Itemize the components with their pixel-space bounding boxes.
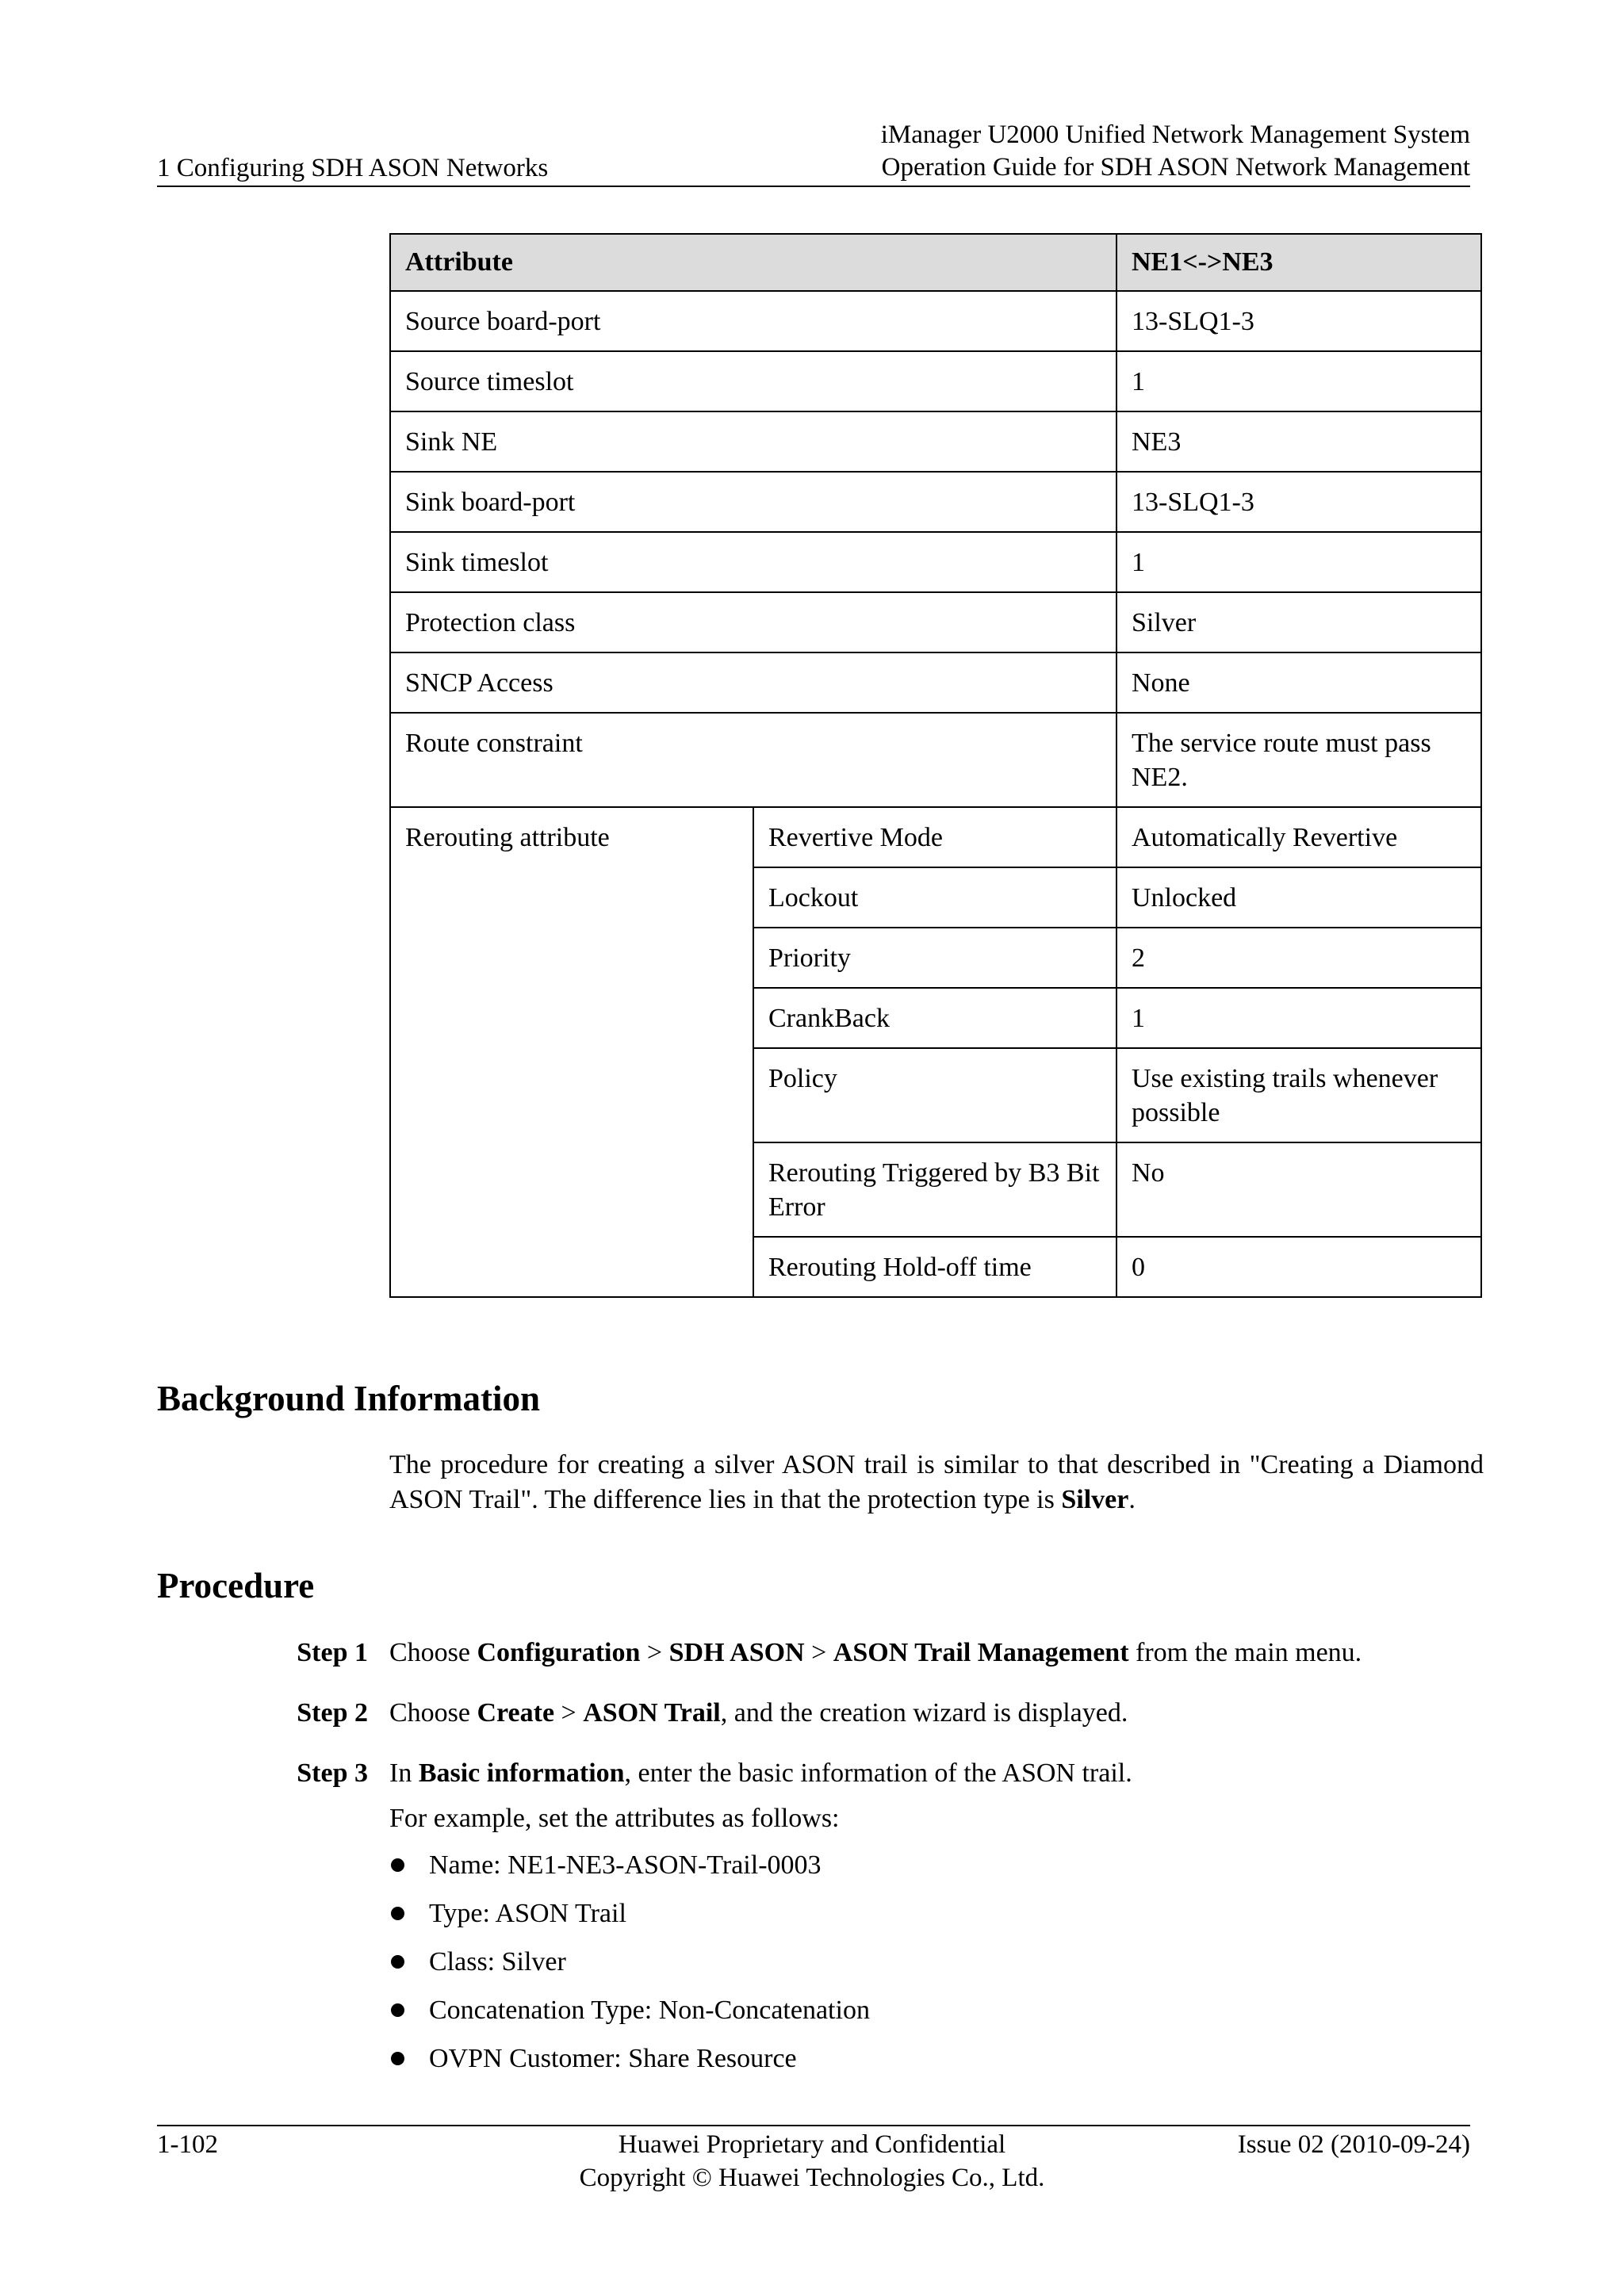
menu-configuration: Configuration [477, 1638, 641, 1667]
list-item: Class: Silver [389, 1938, 870, 1986]
step-text [389, 1696, 1484, 1731]
procedure-step-1 [157, 1636, 1489, 1670]
step-label: Step 2 [297, 1698, 368, 1728]
step-label: Step 1 [297, 1638, 368, 1667]
footer-page-number: 1-102 [157, 2130, 218, 2159]
attribute-cell: Source board-port [390, 291, 1116, 351]
value-cell: 1 [1116, 351, 1481, 411]
step-text-part: , enter the basic information of the ASON trail. [624, 1758, 1132, 1788]
step-text-part: > [804, 1638, 833, 1667]
table-row [390, 807, 1481, 867]
step-text-part: Choose [389, 1638, 477, 1667]
background-heading: Background Information [157, 1379, 541, 1418]
value-cell: No [1116, 1142, 1481, 1237]
step-label: Step 3 [297, 1758, 368, 1788]
value-cell: 1 [1116, 988, 1481, 1048]
procedure-step-2 [157, 1696, 1489, 1731]
sub-attribute-cell: Policy [753, 1048, 1116, 1142]
value-cell: 13-SLQ1-3 [1116, 472, 1481, 532]
attribute-table [389, 233, 1482, 1298]
menu-ason-trail: ASON Trail [583, 1698, 721, 1728]
table-row [390, 472, 1481, 532]
table-row [390, 652, 1481, 713]
value-cell: 0 [1116, 1237, 1481, 1297]
value-cell: Use existing trails whenever possible [1116, 1048, 1481, 1142]
step-text-part: In [389, 1758, 419, 1788]
background-text-2: . [1128, 1485, 1136, 1514]
header-product-title [881, 119, 1470, 184]
step-text-part: > [640, 1638, 669, 1667]
step-example-text: For example, set the attributes as follows: [389, 1804, 840, 1833]
attribute-cell: Route constraint [390, 713, 1116, 807]
value-cell: None [1116, 652, 1481, 713]
footer-issue: Issue 02 (2010-09-24) [1237, 2130, 1470, 2159]
footer-divider [157, 2125, 1470, 2126]
rerouting-attribute-cell: Rerouting attribute [390, 807, 753, 1297]
table-row [390, 351, 1481, 411]
attribute-cell: Source timeslot [390, 351, 1116, 411]
step-text-part: from the main menu. [1128, 1638, 1362, 1667]
step-text [389, 1636, 1484, 1670]
value-cell: Unlocked [1116, 867, 1481, 928]
header-product-line1: iManager U2000 Unified Network Management System [880, 121, 1470, 149]
attribute-bullet-list [389, 1841, 870, 2083]
step-text-part: , and the creation wizard is displayed. [720, 1698, 1128, 1728]
list-item: Type: ASON Trail [389, 1889, 870, 1938]
value-cell: 1 [1116, 532, 1481, 592]
table-row [390, 411, 1481, 472]
value-cell: Silver [1116, 592, 1481, 652]
procedure-step-3 [157, 1756, 1489, 1837]
sub-attribute-cell: Rerouting Triggered by B3 Bit Error [753, 1142, 1116, 1237]
sub-attribute-cell: Lockout [753, 867, 1116, 928]
attribute-cell: Sink NE [390, 411, 1116, 472]
list-item: Concatenation Type: Non-Concatenation [389, 1986, 870, 2034]
menu-ason-trail-management: ASON Trail Management [833, 1638, 1129, 1667]
column-header-value: NE1<->NE3 [1116, 234, 1481, 291]
menu-sdh-ason: SDH ASON [668, 1638, 805, 1667]
background-text-bold: Silver [1061, 1485, 1129, 1514]
table-row [390, 713, 1481, 807]
sub-attribute-cell: CrankBack [753, 988, 1116, 1048]
table-header-row [390, 234, 1481, 291]
step-text-part: Choose [389, 1698, 477, 1728]
background-text-1: The procedure for creating a silver ASON trail is similar to that described in "Creating a Diamond ASON Trail". The difference lies in that the protection type is [389, 1450, 1484, 1514]
header-section-title: 1 Configuring SDH ASON Networks [157, 154, 549, 182]
attribute-cell: SNCP Access [390, 652, 1116, 713]
sub-attribute-cell: Rerouting Hold-off time [753, 1237, 1116, 1297]
header-divider [157, 186, 1470, 187]
procedure-heading: Procedure [157, 1566, 315, 1605]
table-row [390, 291, 1481, 351]
sub-attribute-cell: Priority [753, 928, 1116, 988]
list-item: Name: NE1-NE3-ASON-Trail-0003 [389, 1841, 870, 1889]
attribute-cell: Protection class [390, 592, 1116, 652]
table-row [390, 592, 1481, 652]
background-paragraph [389, 1448, 1484, 1517]
value-cell: 2 [1116, 928, 1481, 988]
menu-create: Create [477, 1698, 555, 1728]
step-text [389, 1756, 1484, 1791]
column-header-attribute: Attribute [390, 234, 1116, 291]
step-text-part: > [554, 1698, 584, 1728]
table-row [390, 532, 1481, 592]
attribute-cell: Sink board-port [390, 472, 1116, 532]
value-cell: NE3 [1116, 411, 1481, 472]
attribute-cell: Sink timeslot [390, 532, 1116, 592]
sub-attribute-cell: Revertive Mode [753, 807, 1116, 867]
list-item: OVPN Customer: Share Resource [389, 2034, 870, 2083]
footer-confidential: Huawei Proprietary and Confidential [618, 2130, 1006, 2159]
value-cell: Automatically Revertive [1116, 807, 1481, 867]
value-cell: 13-SLQ1-3 [1116, 291, 1481, 351]
footer-copyright-line: Copyright © Huawei Technologies Co., Ltd. [579, 2164, 1045, 2192]
header-product-line2: Operation Guide for SDH ASON Network Management [881, 153, 1470, 182]
value-cell: The service route must pass NE2. [1116, 713, 1481, 807]
tab-basic-information: Basic information [418, 1758, 625, 1788]
